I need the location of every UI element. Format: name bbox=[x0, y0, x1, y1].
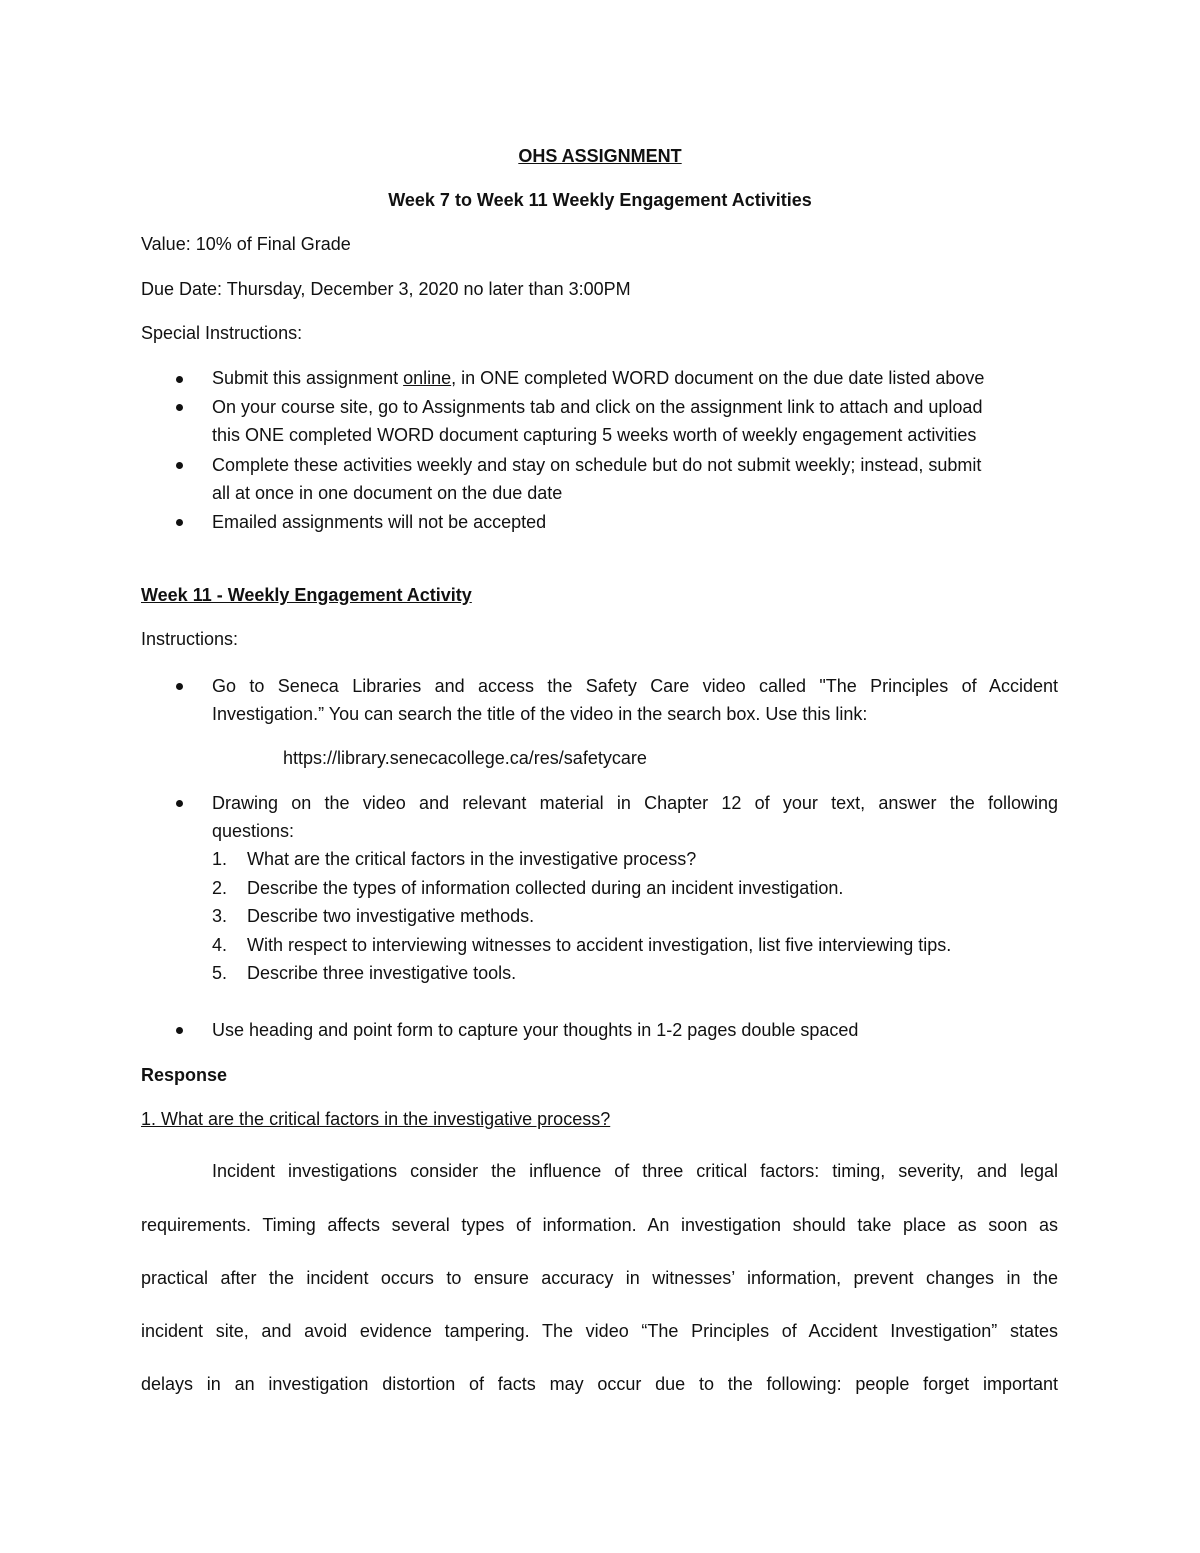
list-item: Use heading and point form to capture your thoughts in 1-2 pages double spaced bbox=[212, 1020, 859, 1040]
special-instructions-heading: Special Instructions: bbox=[141, 323, 303, 343]
question-text: Describe three investigative tools. bbox=[247, 963, 517, 983]
question-number: 3. bbox=[212, 906, 228, 926]
safetycare-link[interactable]: https://library.senecacollege.ca/res/safetycare bbox=[283, 748, 647, 768]
list-item: Drawing on the video and relevant material in Chapter 12 of your text, answer the following bbox=[212, 793, 1058, 813]
week11-heading: Week 11 - Weekly Engagement Activity bbox=[141, 585, 472, 605]
list-item-continuation: questions: bbox=[212, 821, 295, 841]
list-item: Complete these activities weekly and stay on schedule but do not submit weekly; instead, submit bbox=[212, 455, 982, 475]
question-text: With respect to interviewing witnesses to accident investigation, list five interviewing tips. bbox=[247, 935, 952, 955]
question-number: 4. bbox=[212, 935, 228, 955]
list-item-continuation: all at once in one document on the due date bbox=[212, 483, 563, 503]
list-item: Submit this assignment online, in ONE completed WORD document on the due date listed above bbox=[212, 368, 985, 388]
list-item-continuation: this ONE completed WORD document capturing 5 weeks worth of weekly engagement activities bbox=[212, 425, 977, 445]
due-date-line: Due Date: Thursday, December 3, 2020 no later than 3:00PM bbox=[141, 279, 631, 299]
paragraph-line: requirements. Timing affects several types of information. An investigation should take place as soon as bbox=[141, 1215, 1058, 1235]
paragraph-line: incident site, and avoid evidence tampering. The video “The Principles of Accident Investigation” states bbox=[141, 1321, 1058, 1341]
paragraph-line: delays in an investigation distortion of facts may occur due to the following: people forget important bbox=[141, 1374, 1058, 1394]
list-item: On your course site, go to Assignments tab and click on the assignment link to attach and upload bbox=[212, 397, 983, 417]
paragraph-line: practical after the incident occurs to ensure accuracy in witnesses’ information, prevent changes in the bbox=[141, 1268, 1058, 1288]
response-heading: Response bbox=[141, 1065, 228, 1085]
bullet-icon bbox=[176, 683, 183, 690]
question-text: What are the critical factors in the investigative process? bbox=[247, 849, 697, 869]
question-number: 1. bbox=[212, 849, 228, 869]
question-number: 2. bbox=[212, 878, 228, 898]
document-title: OHS ASSIGNMENT bbox=[518, 146, 682, 166]
list-item: Go to Seneca Libraries and access the Safety Care video called "The Principles of Accident bbox=[212, 676, 1058, 696]
instructions-heading: Instructions: bbox=[141, 629, 239, 649]
paragraph-line: Incident investigations consider the influence of three critical factors: timing, severity, and legal bbox=[212, 1161, 1058, 1181]
question-text: Describe the types of information collected during an incident investigation. bbox=[247, 878, 844, 898]
question-number: 5. bbox=[212, 963, 228, 983]
response-question-heading: 1. What are the critical factors in the investigative process? bbox=[141, 1109, 611, 1129]
value-line: Value: 10% of Final Grade bbox=[141, 234, 351, 254]
bullet-icon bbox=[176, 519, 183, 526]
list-item: Emailed assignments will not be accepted bbox=[212, 512, 547, 532]
bullet-icon bbox=[176, 376, 183, 383]
bullet-icon bbox=[176, 462, 183, 469]
document-subtitle: Week 7 to Week 11 Weekly Engagement Activities bbox=[388, 190, 812, 210]
bullet-icon bbox=[176, 1027, 183, 1034]
bullet-icon bbox=[176, 404, 183, 411]
online-emphasis: online bbox=[403, 368, 452, 388]
bullet-icon bbox=[176, 800, 183, 807]
list-item-continuation: Investigation.” You can search the title of the video in the search box. Use this link: bbox=[212, 704, 868, 724]
question-text: Describe two investigative methods. bbox=[247, 906, 535, 926]
